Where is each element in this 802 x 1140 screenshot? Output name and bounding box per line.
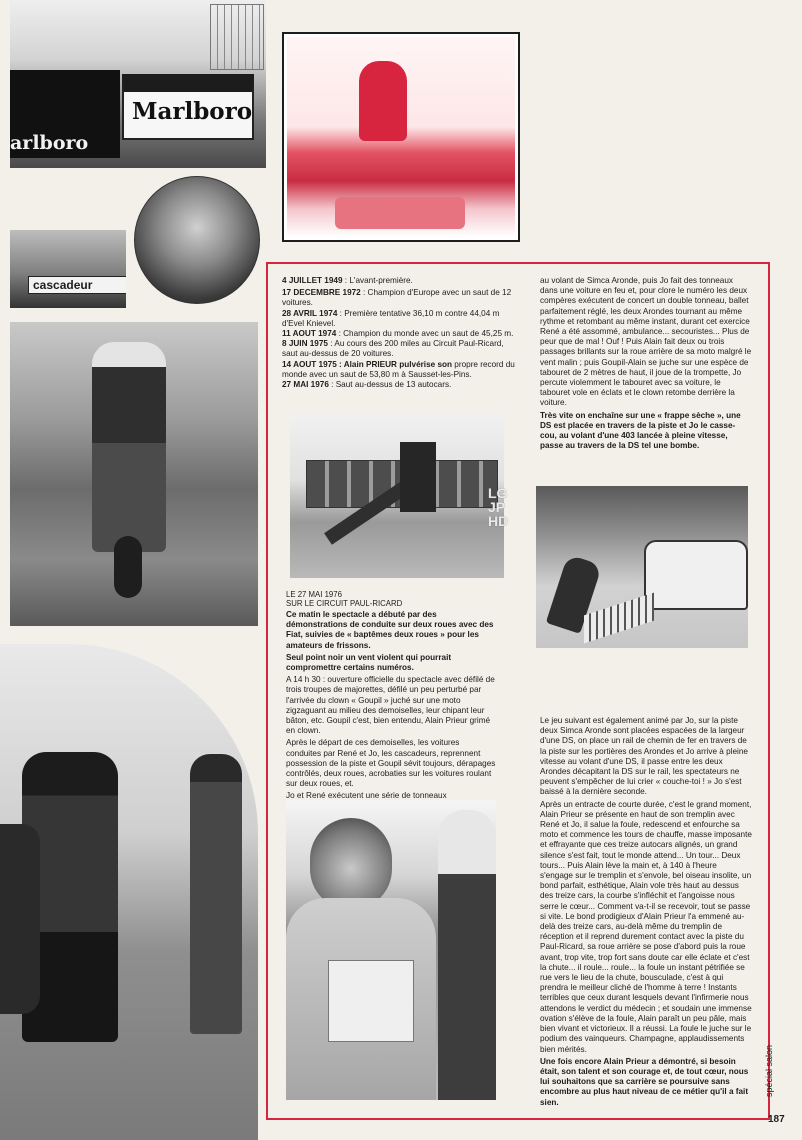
photo-ds-car-rail (536, 486, 748, 648)
man-head (310, 818, 392, 910)
sidebar-label-text: spécial salon (764, 1044, 775, 1098)
tower-structure (210, 4, 264, 70)
photo-alain-prieur-smiling (286, 800, 496, 1100)
portrait-circle-frame (126, 168, 266, 310)
watermark (488, 486, 508, 528)
photo-clown-crowd (287, 37, 515, 237)
chronology-item: 8 JUIN 1975 : Au cours des 200 miles au Circuit Paul-Ricard, saut au-dessus de 20 voitures. (282, 339, 504, 359)
article-column-2 (286, 590, 496, 804)
ramp-rail (584, 593, 654, 644)
chronology-item: 4 JUILLET 1949 : L'avant-première. (282, 276, 413, 285)
cascadeur-sign (28, 276, 128, 294)
spectator-figure (190, 754, 242, 1034)
article-paragraph: Ce matin le spectacle a débuté par des démonstrations de conduite sur deux roues avec des Fiat, suivies de « baptêmes deux roues » pour les amateurs de frissons. (286, 610, 494, 650)
watermark-line: JP (488, 499, 506, 515)
article-column-3 (540, 276, 752, 453)
rider-figure (92, 342, 166, 552)
corset-bandage (328, 960, 414, 1042)
marlboro-sign (122, 74, 254, 140)
article-paragraph: Le jeu suivant est également animé par Jo, sur la piste deux Simca Aronde sont placées espacées de la largeur d'une DS, on place un rail de chemin de fer en travers de la piste sur les portières des Arondes et Jo arrive à pleine vitesse au volant d'une DS, il passe entre les deux Arondes décapitant la DS sur le rail, les spectateurs ne peuvent s'empêcher de lui crier « couche-toi ! » Jo s'est baissé à la dernière seconde. (540, 716, 748, 797)
motorbike-wheel (114, 536, 142, 598)
article-paragraph: A 14 h 30 : ouverture officielle du spectacle avec défilé de trois troupes de majorettes, défilé un peu perturbé par l'arrivée du clown « Goupil » juché sur une moto zigzaguant au milieu des demoiselles, leur chipant leur bâton, etc. Goupil c'est, bien entendu, Alain Prieur grimé en clown. (286, 675, 495, 736)
ramp-tower (400, 442, 436, 512)
photo-clown-crowd-frame (282, 32, 520, 242)
chronology-item: 11 AOUT 1974 : Champion du monde avec un saut de 45,25 m. (282, 329, 514, 339)
article-paragraph: Une fois encore Alain Prieur a démontré, si besoin était, son talent et son courage et, de tout cœur, nous lui souhaitons que sa carrière se poursuive sans encombre au plus haut niveau de ce métier qu'il a fait sien. (540, 1056, 749, 1107)
clown-figure (359, 61, 407, 141)
photo-rider-leather (0, 644, 258, 1140)
marlboro-sign-text: Marlboro (132, 98, 253, 125)
article-paragraph: Après le départ de ces demoiselles, les voitures conduites par René et Jo, les cascadeurs, reprennent possession de la piste et Goupil sévit toujours, dérapages contrôlés, deux roues, acrobaties sur les voitures roulant sur deux roues, et. (286, 738, 496, 789)
cascadeur-sign-text: cascadeur (33, 278, 93, 292)
watermark-line: HD (488, 513, 509, 529)
caption-line: SUR LE CIRCUIT PAUL-RICARD (286, 599, 403, 608)
photo-motorbike-jump (10, 322, 258, 626)
motorcycle-shape (0, 824, 40, 1014)
article-paragraph: Jo et René exécutent une série de tonneaux (286, 791, 447, 801)
article-paragraph: Après un entracte de courte durée, c'est le grand moment, Alain Prieur se présente en haut de son tremplin avec René et Jo, il salue la foule, redescend et enfourche sa moto et commence les tours de chauffe, masse imposante et effrayante que ces treize autocars alignés, un grand silence s'est fait, tout le monde attend... Un tour... Deux tours... Puis Alain lève la main et, à 140 à l'heure s'engage sur le tremplin et s'envole, bel oiseau insolite, un bond parfait, esthétique, Alain vole très haut au dessus des treize cars, la courbe s'infléchit et l'angoisse nous serre le cœur... Comment va-t-il se recevoir, tout se passe si vite. Le bond prodigieux d'Alain Prieur l'a emmené au-delà des treize cars, au-delà même du tremplin de réception et il reprend durement contact avec la piste du Paul-Ricard, sa roue arrière se pose d'abord puis la roue avant, trop vite, trop fort sans doute car elle éclate et c'est la chute... il roule... roule... la foule un instant pétrifiée se rue vers le lieu de la chute, bousculade, c'est à qui prendra le meilleur cliché de l'homme à terre ! Instants terribles que ceux durant lesquels devant l'infirmerie nous attendons le verdict du médecin ; et soudain une immense ovation s'élève de la foule, Alain paraît un peu pâle, mais bien vivant et victorieux. Il a réussi. La foule le juche sur le podium des vainqueurs. Champagne, applaudissements bien mérités. (540, 799, 752, 1054)
photo-buses-ramp (290, 414, 504, 578)
caption-line: LE 27 MAI 1976 (286, 590, 342, 599)
article-paragraph: au volant de Simca Aronde, puis Jo fait des tonneaux dans une voiture en feu et, pour clore le numéro les deux compères exécutent de concert un double tonneau, ballet parfaitement réglé, les deux Arondes tournant au même rythme et retombant au même instant, durant cet exercice René a été assommé, ambulance... secouristes... Plus de peur que de mal ! Ouf ! Puis Alain fait deux ou trois passages brillants sur la roue arrière de sa moto malgré le vent malin ; puis Goupil-Alain se juche sur une espèce de tabouret de 2 mètres de haut, il joue de la trompette, Jo percute violemment le tabouret avec sa voiture, le tabouret vole en éclats et le clown retombe derrière la voiture. (540, 276, 752, 408)
chronology-item: 14 AOUT 1975 : Alain PRIEUR pulvérise son propre record du monde avec un saut de 53,80 m à Sausset-les-Pins. (282, 359, 515, 379)
article-column-3-continued (540, 716, 752, 1110)
woman-figure (438, 810, 496, 1100)
page-number: 187 (768, 1114, 785, 1125)
article-paragraph: Seul point noir un vent violent qui pourrait compromettre certains numéros. (286, 652, 452, 673)
photo-cars-cascadeur (10, 230, 128, 308)
chronology-item: 17 DECEMBRE 1972 : Champion d'Europe avec un saut de 12 voitures. (282, 288, 512, 308)
car-shape (335, 197, 465, 229)
chronology-list (282, 276, 516, 390)
watermark-line: LG (488, 485, 508, 501)
chronology-item: 28 AVRIL 1974 : Première tentative 36,10 m contre 44,04 m d'Evel Knievel. (282, 308, 500, 328)
photo-caption (286, 590, 496, 608)
car-shape (644, 540, 748, 610)
portrait-circle-photo (134, 176, 260, 304)
marlboro-banner-text: arlboro (10, 132, 89, 154)
article-paragraph: Très vite on enchaîne sur une « frappe sèche », une DS est placée en travers de la piste et Jo le casse-cou, au volant d'une 403 lancée à pleine vitesse, passe au travers de la DS tel une bombe. (540, 410, 741, 451)
chronology-item: 27 MAI 1976 : Saut au-dessus de 13 autocars. (282, 380, 452, 390)
photo-marlboro-circuit (10, 0, 266, 168)
sidebar-label (764, 1040, 786, 1104)
